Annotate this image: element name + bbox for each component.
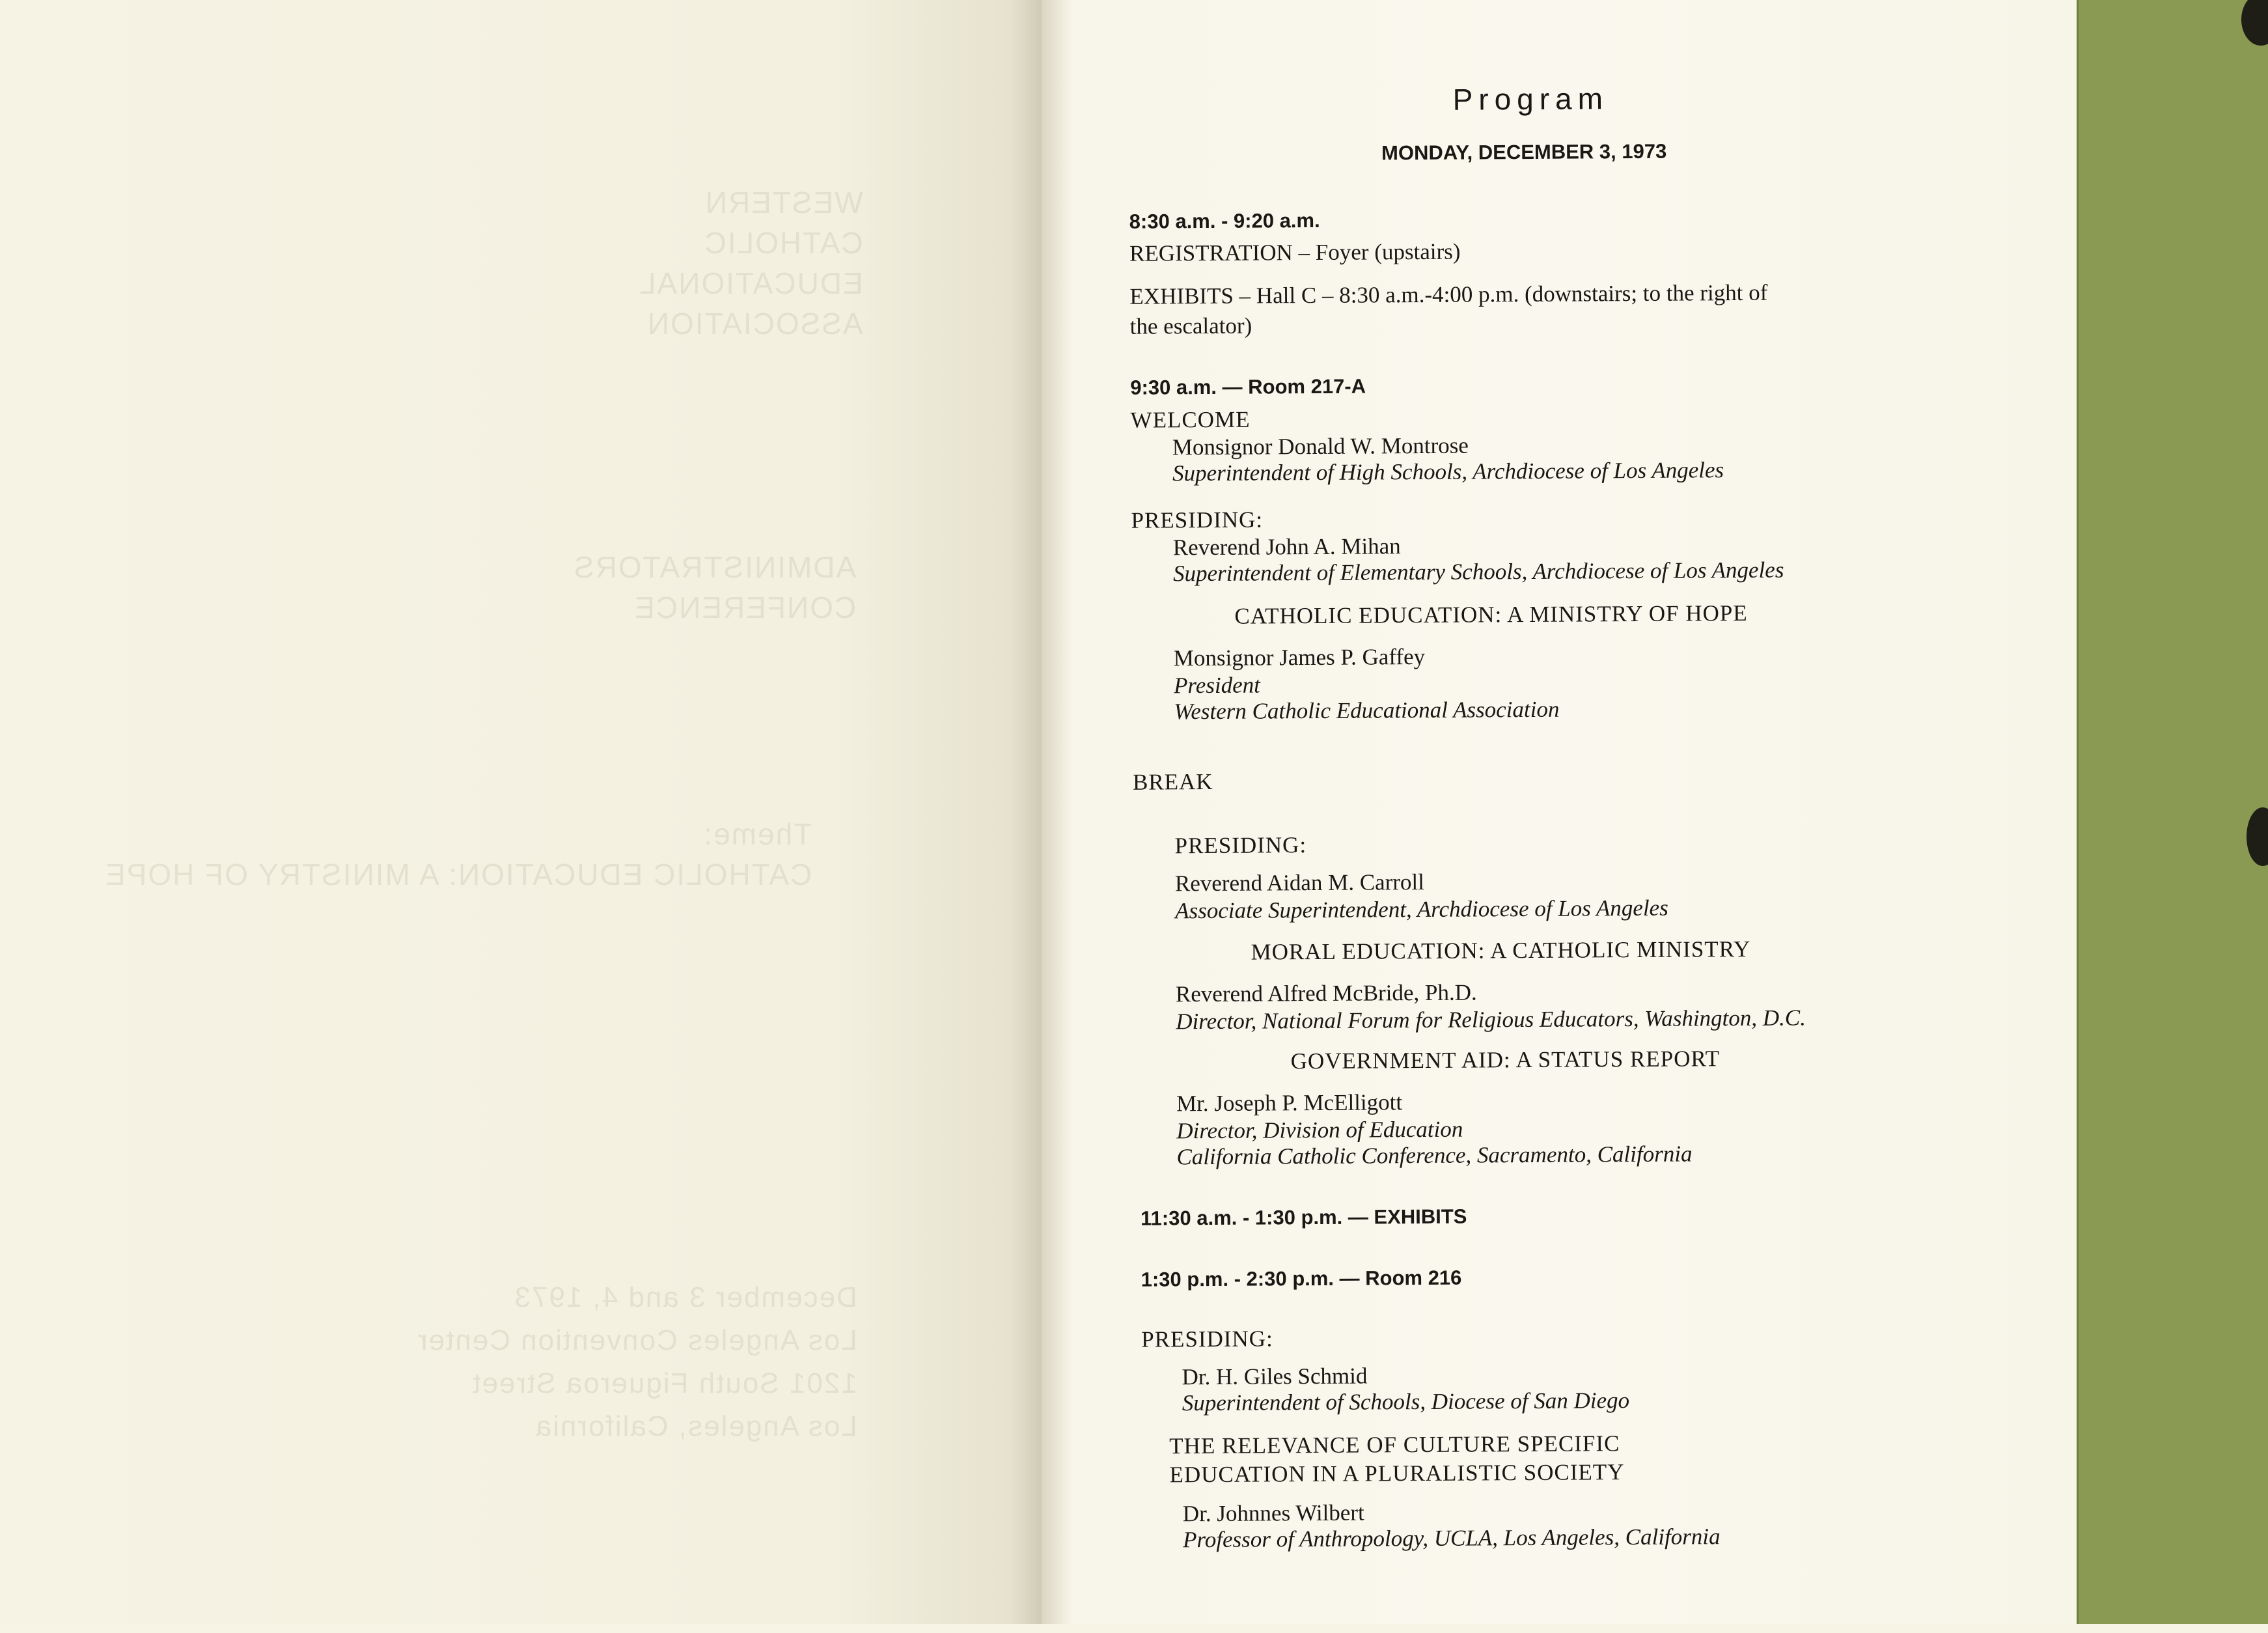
topic-heading: EDUCATION IN A PLURALISTIC SOCIETY	[1169, 1459, 1625, 1488]
speaker-name: Monsignor Donald W. Montrose	[1172, 432, 1469, 460]
speaker-title: California Catholic Conference, Sacramento, California	[1176, 1141, 1693, 1170]
bleed-through-text: WESTERN CATHOLIC EDUCATIONAL ASSOCIATION	[638, 186, 863, 341]
speaker-title: Superintendent of Elementary Schools, Archdiocese of Los Angeles	[1172, 557, 1784, 587]
speaker-title: Superintendent of Schools, Diocese of San Diego	[1182, 1388, 1630, 1416]
speaker-name: Reverend John A. Mihan	[1172, 533, 1401, 561]
program-date: MONDAY, DECEMBER 3, 1973	[1381, 139, 1667, 165]
page-title: Program	[1452, 81, 1609, 117]
bleed-through-text: ADMINISTRATORS CONFERENCE	[573, 550, 857, 624]
speaker-name: Mr. Joseph P. McElligott	[1176, 1089, 1403, 1117]
speaker-title: Western Catholic Educational Association	[1174, 696, 1560, 725]
speaker-title: Director, Division of Education	[1176, 1116, 1463, 1144]
session-time: 9:30 a.m. — Room 217-A	[1130, 374, 1366, 399]
topic-heading: CATHOLIC EDUCATION: A MINISTRY OF HOPE	[1234, 600, 1748, 629]
exhibits-line: EXHIBITS – Hall C – 8:30 a.m.-4:00 p.m. (downstairs; to the right of	[1129, 279, 1768, 309]
exhibits-line: the escalator)	[1129, 313, 1252, 339]
section-heading: WELCOME	[1130, 406, 1251, 433]
registration-line: REGISTRATION – Foyer (upstairs)	[1129, 238, 1461, 266]
bleed-through-text: December 3 and 4, 1973 Los Angeles Convention Center 1201 South Figueroa Street Los Angeles, California	[417, 1281, 857, 1442]
section-heading: BREAK	[1132, 768, 1213, 795]
section-heading: PRESIDING:	[1141, 1326, 1273, 1352]
speaker-title: Associate Superintendent, Archdiocese of Los Angeles	[1175, 895, 1668, 924]
speaker-name: Reverend Aidan M. Carroll	[1174, 869, 1425, 897]
speaker-title: Superintendent of High Schools, Archdiocese of Los Angeles	[1172, 457, 1724, 486]
topic-heading: GOVERNMENT AID: A STATUS REPORT	[1290, 1046, 1721, 1074]
bleed-through-text: Theme: CATHOLIC EDUCATION: A MINISTRY OF HOPE	[104, 817, 812, 891]
section-heading: PRESIDING:	[1131, 507, 1264, 533]
topic-heading: THE RELEVANCE OF CULTURE SPECIFIC	[1169, 1431, 1620, 1459]
speaker-name: Dr. Johnnes Wilbert	[1182, 1500, 1364, 1527]
speaker-name: Monsignor James P. Gaffey	[1173, 643, 1426, 671]
session-time: 11:30 a.m. - 1:30 p.m. — EXHIBITS	[1140, 1205, 1467, 1230]
speaker-name: Reverend Alfred McBride, Ph.D.	[1175, 979, 1477, 1007]
speaker-title: Director, National Forum for Religious Educators, Washington, D.C.	[1176, 1005, 1806, 1035]
speaker-name: Dr. H. Giles Schmid	[1182, 1363, 1368, 1390]
speaker-title: Professor of Anthropology, UCLA, Los Angeles, California	[1182, 1524, 1721, 1553]
session-time: 1:30 p.m. - 2:30 p.m. — Room 216	[1141, 1266, 1462, 1291]
section-heading: PRESIDING:	[1174, 832, 1307, 859]
speaker-title: President	[1173, 672, 1261, 699]
topic-heading: MORAL EDUCATION: A CATHOLIC MINISTRY	[1251, 936, 1751, 965]
session-time: 8:30 a.m. - 9:20 a.m.	[1129, 208, 1320, 233]
